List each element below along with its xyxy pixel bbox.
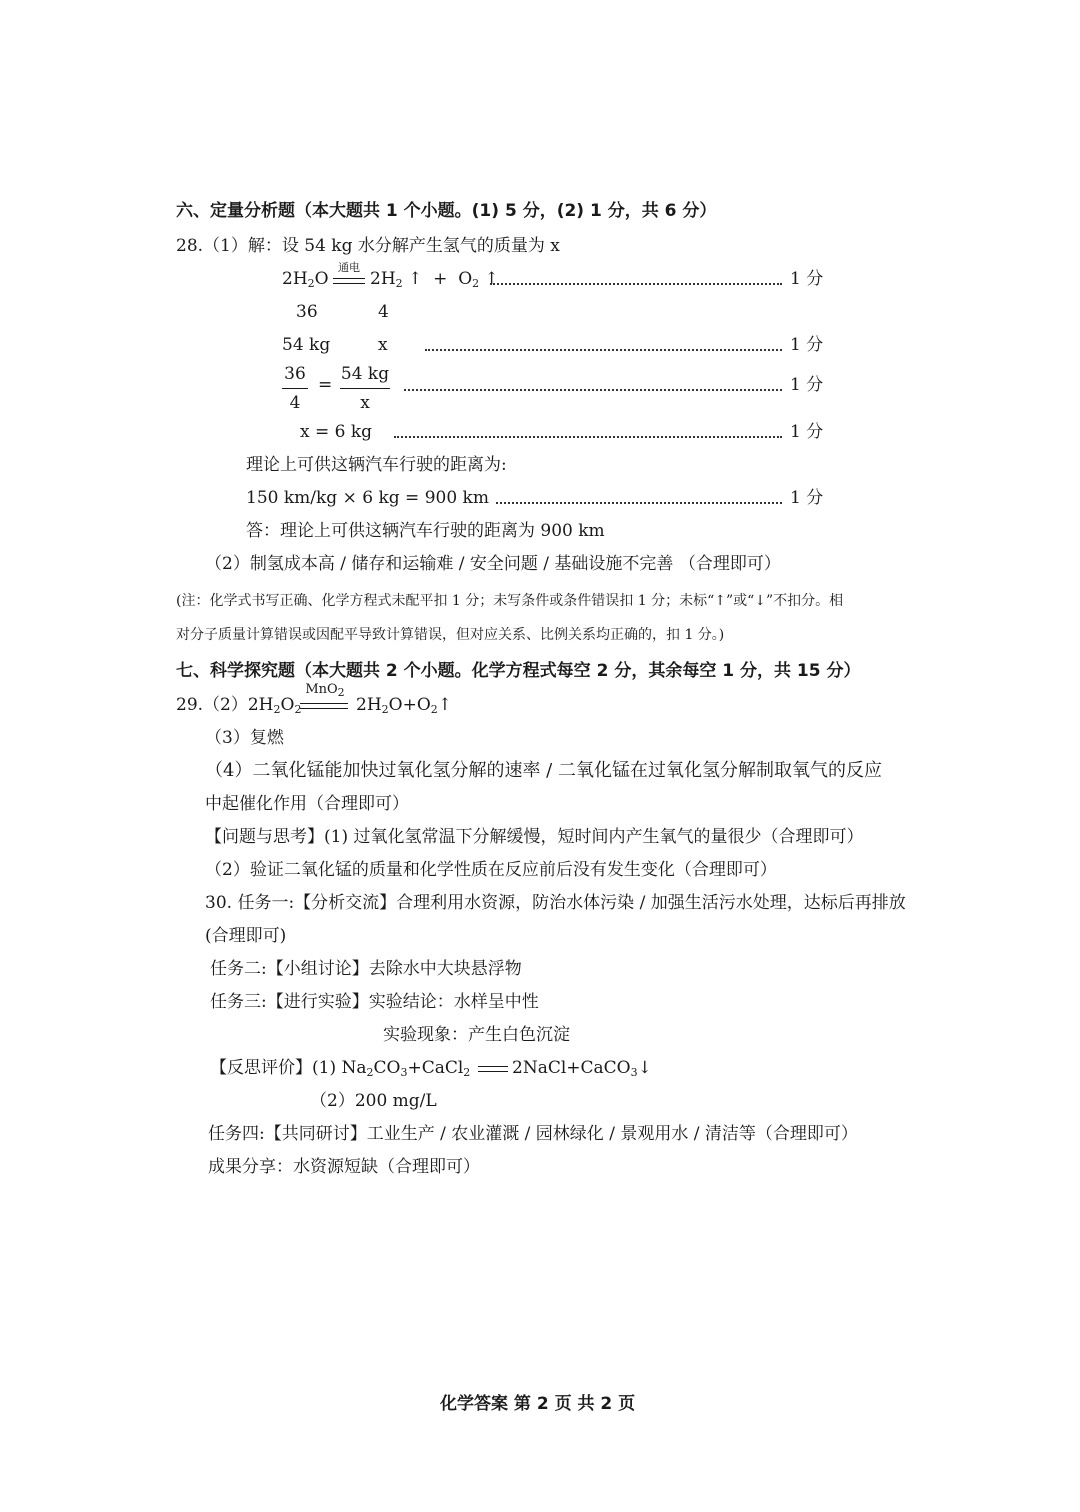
fraction-numerator: 54 kg (340, 364, 390, 384)
dot-leader (404, 389, 782, 391)
fraction-bar (282, 388, 308, 389)
q30-reflect-2: （2）200 mg/L (310, 1091, 437, 1111)
score-label: 1 分 (790, 375, 824, 395)
sub: 3 (630, 1066, 638, 1079)
q29-o: O (280, 695, 295, 715)
fraction-denominator: 4 (289, 393, 301, 413)
eq-double-line (333, 278, 365, 284)
q30-share: 成果分享：水资源短缺（合理即可） (208, 1157, 480, 1177)
section-7-title: 七、科学探究题（本大题共 2 个小题。化学方程式每空 2 分，其余每空 1 分，共 15 分） (176, 661, 861, 681)
q28-equation-right (370, 268, 499, 295)
catalyst-text: MnO (305, 682, 338, 697)
ratio-4: 4 (378, 302, 389, 322)
value-x: x (378, 335, 388, 355)
fraction-36-4 (282, 363, 308, 414)
section-6-title: 六、定量分析题（本大题共 1 个小题。(1) 5 分，(2) 1 分，共 6 分） (176, 201, 717, 221)
eq-double-line (300, 703, 348, 709)
eq-right-b: O (458, 269, 473, 289)
eq-left: 2H (282, 269, 308, 289)
q30-task2: 任务二:【小组讨论】去除水中大块悬浮物 (210, 959, 522, 979)
theory-line: 理论上可供这辆汽车行驶的距离为: (246, 455, 507, 475)
sub: 2 (294, 703, 302, 716)
q29-prefix: 29.（2）2H (176, 695, 274, 715)
up-arrow-icon: ↑ (484, 269, 499, 289)
fraction-54kg-x (340, 363, 390, 414)
score-label: 1 分 (790, 422, 824, 442)
sub: 2 (337, 686, 345, 699)
catalyst-label (300, 684, 350, 699)
q29-think-1: 【问题与思考】(1) 过氧化氢常温下分解缓慢，短时间内产生氧气的量很少（合理即可） (205, 827, 864, 847)
eq-right-a-sub: 2 (395, 277, 403, 290)
q30-task1-line1: 30. 任务一:【分析交流】合理利用水资源，防治水体污染 / 加强生活污水处理，达标后再排放 (205, 893, 906, 913)
q29-part2-left (176, 694, 301, 721)
eq-double-line (478, 1066, 508, 1072)
fraction-bar (340, 388, 390, 389)
answer-line: 答：理论上可供这辆汽车行驶的距离为 900 km (246, 521, 605, 541)
sub: 2 (366, 1066, 374, 1079)
q30-task3-line2: 实验现象：产生白色沉淀 (383, 1025, 570, 1045)
score-label: 1 分 (790, 335, 824, 355)
note-line-2: 对分子质量计算错误或因配平导致计算错误，但对应关系、比例关系均正确的，扣 1 分。) (176, 627, 725, 643)
q30-reflect-1-left (210, 1057, 470, 1084)
sub: 2 (463, 1066, 471, 1079)
answer-x: x = 6 kg (300, 422, 373, 442)
up-arrow-icon: ↑ (437, 695, 453, 715)
q29-part2-right (356, 694, 452, 721)
page-footer: 化学答案 第 2 页 共 2 页 (440, 1394, 636, 1414)
fraction-denominator: x (360, 393, 370, 413)
q30-task4: 任务四:【共同研讨】工业生产 / 农业灌溉 / 园林绿化 / 景观用水 / 清洁等（合理即可） (208, 1124, 858, 1144)
sub: 3 (400, 1066, 408, 1079)
sub: 2 (430, 703, 438, 716)
ratio-36: 36 (296, 302, 318, 322)
q30-task3-line1: 任务三:【进行实验】实验结论：水样呈中性 (210, 992, 539, 1012)
eq-right-b-sub: 2 (472, 277, 480, 290)
q29-part4-line1: （4）二氧化锰能加快过氧化氢分解的速率 / 二氧化锰在过氧化氢分解制取氧气的反应 (205, 760, 882, 781)
value-54kg: 54 kg (282, 335, 331, 355)
sub: 2 (273, 703, 281, 716)
reflect-right: 2NaCl+CaCO (512, 1058, 631, 1078)
eq-left-end: O (314, 269, 329, 289)
q28-equation (282, 268, 329, 295)
fraction-equals: = (318, 375, 333, 395)
reflect-prefix: 【反思评价】(1) Na (210, 1058, 367, 1078)
q29-right: 2H (356, 695, 382, 715)
q29-part3: （3）复燃 (205, 728, 284, 748)
q29-right-rest: O+O (388, 695, 431, 715)
q30-task1-line2: (合理即可) (205, 926, 287, 946)
score-label: 1 分 (790, 269, 824, 289)
eq-condition: 通电 (338, 261, 360, 274)
eq-right-a: 2H (370, 269, 396, 289)
q28-part2: （2）制氢成本高 / 储存和运输难 / 安全问题 / 基础设施不完善 （合理即可） (205, 554, 781, 574)
reflect-cacl: +CaCl (407, 1058, 464, 1078)
dot-leader (490, 283, 782, 285)
dot-leader (425, 349, 782, 351)
eq-left-sub: 2 (307, 277, 315, 290)
up-arrow-icon: ↑ (408, 269, 423, 289)
q30-reflect-1-right (512, 1057, 652, 1084)
q29-think-2: （2）验证二氧化锰的质量和化学性质在反应前后没有发生变化（合理即可） (205, 860, 777, 880)
score-label: 1 分 (790, 488, 824, 508)
q29-part4-line2: 中起催化作用（合理即可） (205, 794, 409, 814)
reflect-co: CO (373, 1058, 401, 1078)
eq-plus: + (433, 269, 448, 289)
note-line-1: (注：化学式书写正确、化学方程式未配平扣 1 分；未写条件或条件错误扣 1 分；未标“↑”或“↓”不扣分。相 (176, 593, 844, 609)
q28-intro: 28.（1）解：设 54 kg 水分解产生氢气的质量为 x (176, 236, 560, 256)
sub: 2 (381, 703, 389, 716)
calc-line: 150 km/kg × 6 kg = 900 km (246, 488, 489, 508)
dot-leader (496, 502, 782, 504)
fraction-numerator: 36 (284, 364, 306, 384)
dot-leader (394, 436, 782, 438)
down-arrow-icon: ↓ (637, 1058, 652, 1078)
